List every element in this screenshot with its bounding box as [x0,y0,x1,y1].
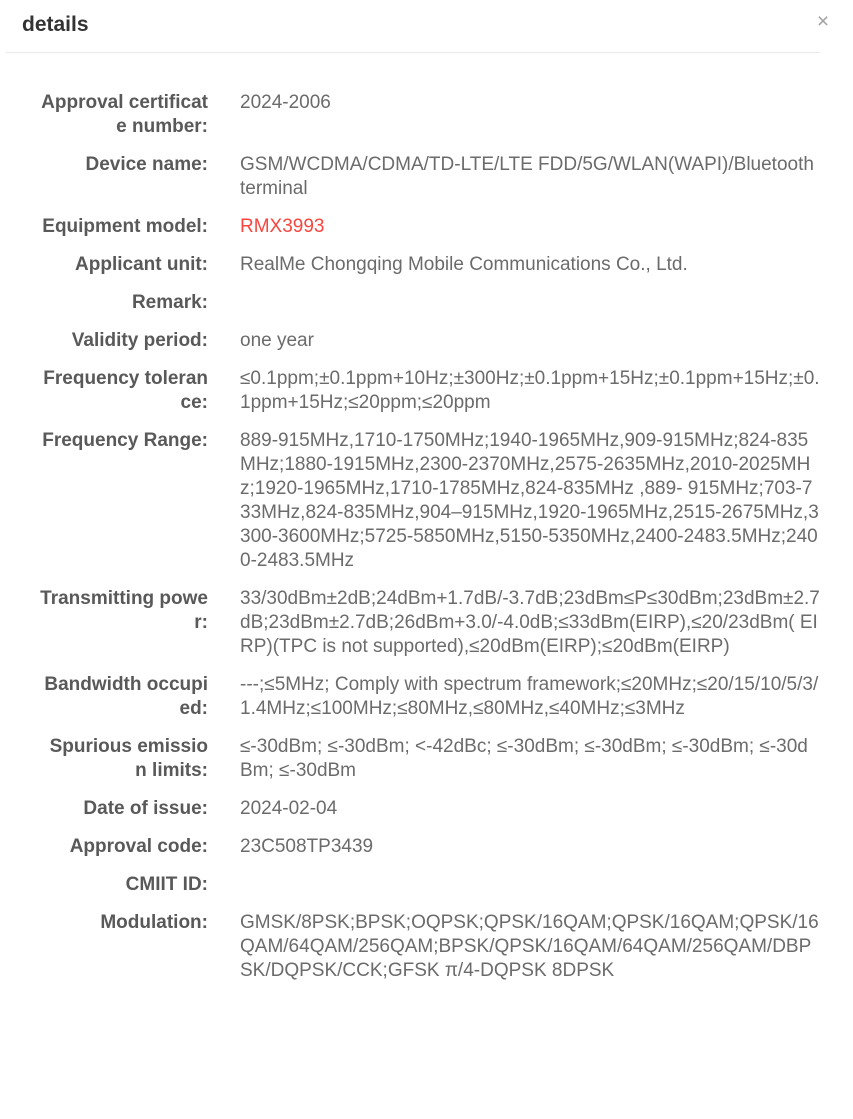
field-label: Date of issue: [83,798,208,819]
field-value: one year [240,330,314,351]
modal-header [0,0,853,52]
detail-row [40,91,853,139]
modal-title: details [22,13,89,36]
field-value: GSM/WCDMA/CDMA/TD-LTE/LTE FDD/5G/WLAN(WAPI)/Bluetooth terminal [240,154,814,199]
detail-row [40,429,853,573]
field-value: 23C508TP3439 [240,836,374,857]
field-label: Approval code: [69,836,208,857]
field-label: Applicant unit: [75,254,208,275]
detail-row [40,367,853,415]
detail-row [40,329,853,353]
field-label: CMIIT ID: [125,874,208,895]
detail-row [40,291,853,315]
field-value: ≤0.1ppm;±0.1ppm+10Hz;±300Hz;±0.1ppm+15Hz;±0.1ppm+15Hz;±0.1ppm+15Hz;≤20ppm;≤20ppm [240,368,820,413]
detail-row [40,911,853,983]
detail-row [40,215,853,239]
details-field-list [0,53,853,983]
detail-row [40,587,853,659]
field-label: Validity period: [71,330,208,351]
field-value: 889-915MHz,1710-1750MHz;1940-1965MHz,909-915MHz;824-835MHz;1880-1915MHz,2300-2370MHz,2575-2635MHz,2010-2025MHz;1920-1965MHz,1710-1785MHz,824-835MHz ,889- 915MHz;703-733MHz,824-835MHz,904–915MHz,1920-1965MHz,2515-2675MHz,3300-3600MHz;5725-5850MHz,5150-5350MHz,2400-2483.5MHz;2400-2483.5MHz [240,430,819,571]
field-value: 2024-02-04 [240,798,338,819]
detail-row [40,253,853,277]
field-label: Spurious emission limits: [49,736,208,781]
field-value [240,873,820,897]
detail-row [40,835,853,859]
close-icon[interactable]: × [809,8,837,36]
field-value: ≤-30dBm; ≤-30dBm; <-42dBc; ≤-30dBm; ≤-30dBm; ≤-30dBm; ≤-30dBm; ≤-30dBm [240,736,808,781]
field-value: ---;≤5MHz; Comply with spectrum framework;≤20MHz;≤20/15/10/5/3/1.4MHz;≤100MHz;≤80MHz,≤80MHz,≤40MHz;≤3MHz [240,674,819,719]
field-value: RealMe Chongqing Mobile Communications Co., Ltd. [240,254,688,275]
field-label: Frequency tolerance: [43,368,208,413]
detail-row [40,873,853,897]
detail-row [40,153,853,201]
field-label: Approval certificate number: [41,92,208,137]
field-value: RMX3993 [240,216,325,237]
field-label: Bandwidth occupied: [44,674,208,719]
detail-row [40,797,853,821]
field-label: Frequency Range: [42,430,208,451]
field-label: Equipment model: [42,216,208,237]
field-label: Remark: [131,292,208,313]
field-label: Device name: [85,154,208,175]
field-value: GMSK/8PSK;BPSK;OQPSK;QPSK/16QAM;QPSK/16QAM;QPSK/16QAM/64QAM/256QAM;BPSK/QPSK/16QAM/64QAM/256QAM/DBPSK/DQPSK/CCK;GFSK π/4-DQPSK 8DPSK [240,912,819,981]
field-value [240,291,820,315]
detail-row [40,735,853,783]
field-label: Modulation: [100,912,208,933]
field-label: Transmitting power: [40,588,208,633]
detail-row [40,673,853,721]
field-value: 33/30dBm±2dB;24dBm+1.7dB/-3.7dB;23dBm≤P≤30dBm;23dBm±2.7dB;23dBm±2.7dB;26dBm+3.0/-4.0dB;≤33dBm(EIRP),≤20/23dBm( EIRP)(TPC is not supported),≤20dBm(EIRP);≤20dBm(EIRP) [240,588,820,657]
field-value: 2024-2006 [240,92,331,113]
